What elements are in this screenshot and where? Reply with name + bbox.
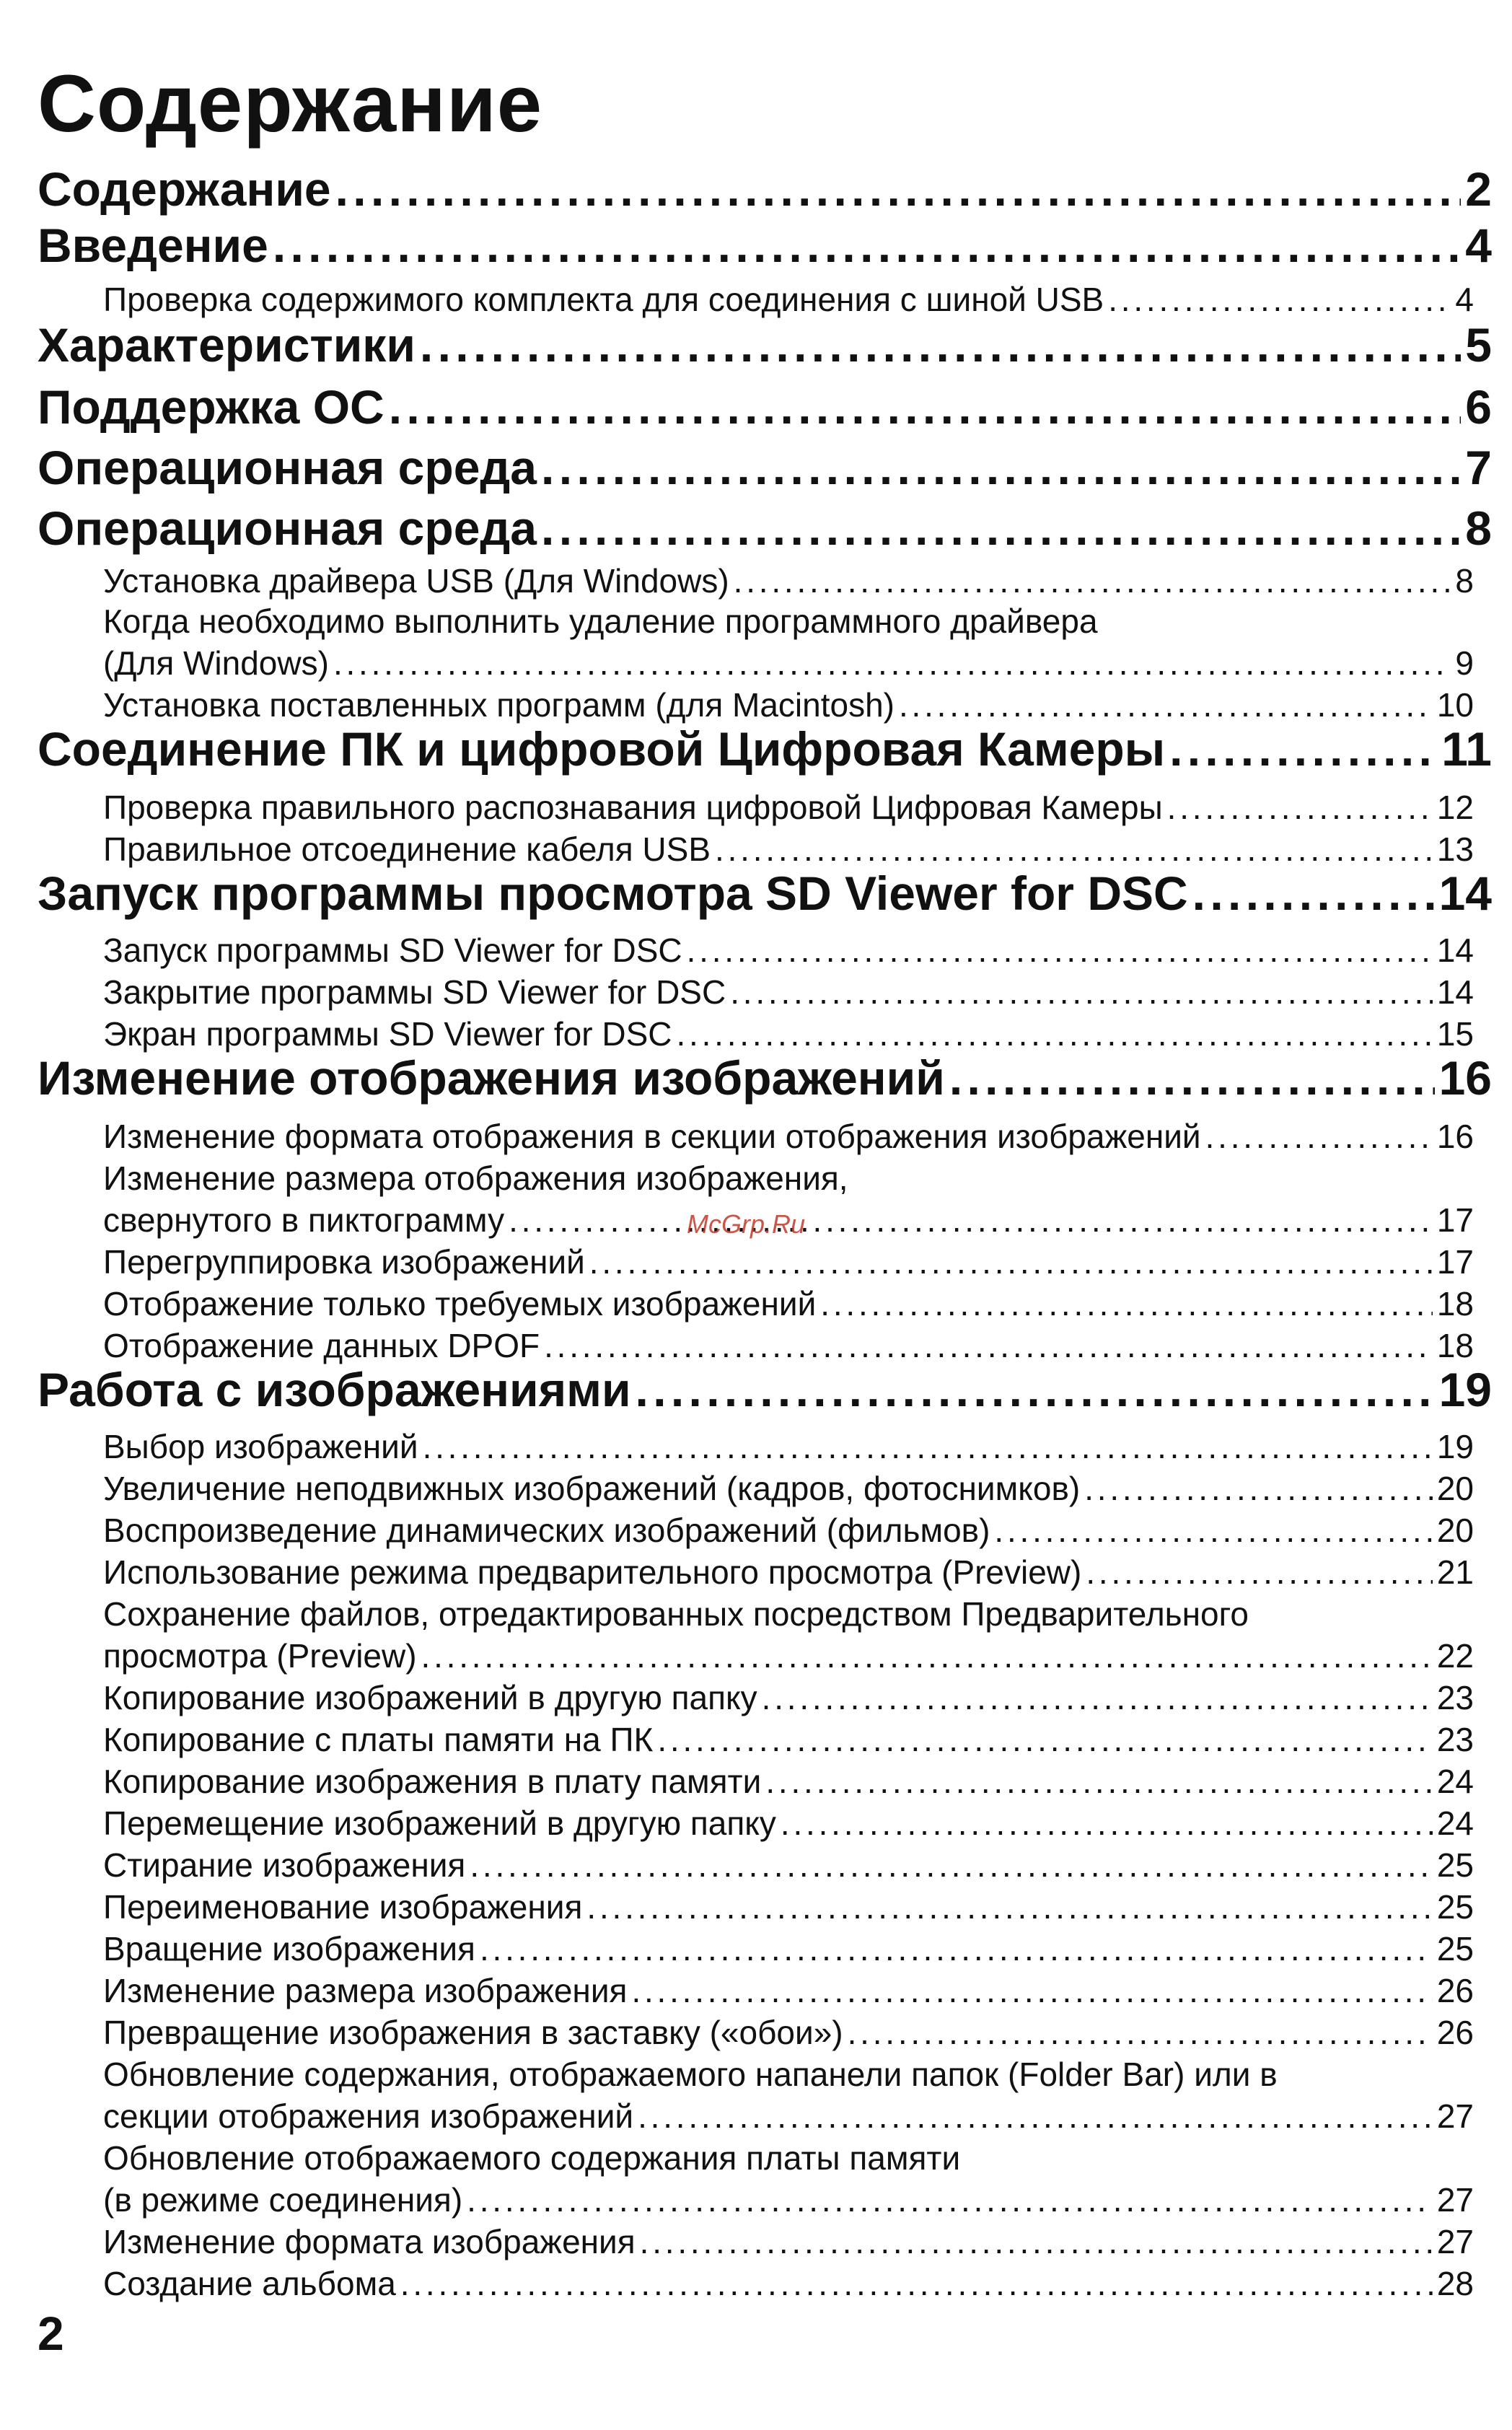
toc-subsection: [103, 1887, 1474, 1926]
toc-page-number: 7: [1465, 441, 1492, 494]
toc-page-number: 2: [1465, 162, 1492, 216]
toc-subsection: [103, 788, 1474, 827]
toc-page-number: 17: [1436, 1243, 1474, 1281]
toc-section-title: Характеристики: [38, 318, 416, 372]
toc-subsection-title: Копирование изображения в плату памяти: [103, 1763, 762, 1800]
toc-subsection-title: Стирание изображения: [103, 1846, 466, 1884]
toc-subsection: [103, 830, 1474, 869]
dot-leader: [1205, 1117, 1433, 1156]
toc-subsection: [103, 1427, 1474, 1466]
toc-page-number: 10: [1436, 686, 1474, 724]
toc-subsection: [103, 2264, 1474, 2303]
dot-leader: [899, 685, 1433, 724]
toc-subsection-title: Воспроизведение динамических изображений (фильмов): [103, 1512, 990, 1549]
toc-subsection: [103, 1117, 1474, 1156]
dot-leader: [1108, 280, 1451, 319]
toc-section: [38, 1050, 1492, 1105]
toc-section-title: Изменение отображения изображений: [38, 1051, 945, 1105]
toc-section: [38, 501, 1492, 556]
toc-page-number: 17: [1436, 1201, 1474, 1239]
dot-leader: [734, 561, 1451, 600]
toc-section-title: Запуск программы просмотра SD Viewer for DSC: [38, 867, 1188, 920]
dot-leader: [389, 380, 1462, 434]
toc-subsection-title: Отображение данных DPOF: [103, 1327, 540, 1364]
toc-page-number: 4: [1465, 219, 1492, 272]
toc-subsection: [103, 1511, 1474, 1550]
dot-leader: [949, 1050, 1435, 1105]
dot-leader: [273, 218, 1461, 273]
toc-page-number: 6: [1465, 380, 1492, 434]
page-number: 2: [38, 2307, 64, 2360]
toc-page-number: 12: [1436, 789, 1474, 826]
toc-subsection-line: Сохранение файлов, отредактированных посредством Предварительного: [103, 1595, 1249, 1633]
toc-subsection-line: Обновление содержания, отображаемого напанели папок (Folder Bar) или в: [103, 2056, 1278, 2093]
toc-subsection: [103, 2222, 1474, 2261]
dot-leader: [420, 317, 1461, 372]
toc-subsection-title: Вращение изображения: [103, 1930, 475, 1968]
toc-page-number: 23: [1436, 1679, 1474, 1716]
dot-leader: [715, 830, 1433, 869]
toc-subsection-title: свернутого в пиктограмму: [103, 1201, 505, 1239]
toc-subsection: [103, 1553, 1474, 1592]
dot-leader: [994, 1511, 1432, 1550]
toc-page-number: 23: [1436, 1721, 1474, 1758]
toc-subsection: [103, 1014, 1474, 1053]
dot-leader: [640, 2222, 1433, 2261]
toc-subsection-title: секции отображения изображений: [103, 2097, 634, 2135]
toc-subsection-title: Переименование изображения: [103, 1888, 583, 1926]
toc-subsection-title: Перегруппировка изображений: [103, 1243, 585, 1281]
toc-subsection-title: просмотра (Preview): [103, 1637, 417, 1675]
dot-leader: [335, 162, 1462, 216]
dot-leader: [730, 973, 1433, 1012]
toc-section-title: Работа с изображениями: [38, 1363, 631, 1416]
toc-page-number: 28: [1436, 2265, 1474, 2302]
toc-page-number: 4: [1455, 281, 1474, 318]
dot-leader: [333, 644, 1451, 683]
toc-subsection-title: Перемещение изображений в другую папку: [103, 1804, 776, 1842]
toc-subsection: [103, 931, 1474, 970]
toc-page-number: 27: [1436, 2181, 1474, 2219]
toc-subsection: [103, 1971, 1474, 2010]
toc-subsection: [103, 1762, 1474, 1801]
toc-subsection-line: Изменение размера отображения изображения,: [103, 1159, 848, 1197]
toc-page-number: 22: [1436, 1637, 1474, 1675]
toc-subsection-title: Изменение формата отображения в секции отображения изображений: [103, 1118, 1201, 1155]
toc-subsection: [103, 1804, 1474, 1843]
dot-leader: [636, 1362, 1435, 1417]
toc-page-number: 9: [1455, 644, 1474, 682]
dot-leader: [544, 1326, 1433, 1365]
toc-section: [38, 1362, 1492, 1417]
toc-subsection: [103, 2180, 1474, 2219]
toc-subsection-title: Копирование с платы памяти на ПК: [103, 1721, 654, 1758]
toc-page-number: 18: [1436, 1285, 1474, 1323]
toc-subsection: [103, 1326, 1474, 1365]
toc-section-title: Введение: [38, 219, 268, 272]
toc-page-number: 14: [1436, 931, 1474, 969]
dot-leader: [467, 2180, 1433, 2219]
dot-leader: [1086, 1553, 1433, 1592]
dot-leader: [480, 1929, 1433, 1968]
dot-leader: [657, 1720, 1433, 1759]
toc-subsection-title: Выбор изображений: [103, 1428, 418, 1465]
toc-subsection: [103, 1469, 1474, 1508]
dot-leader: [400, 2264, 1433, 2303]
dot-leader: [820, 1284, 1433, 1323]
toc-subsection-title: Превращение изображения в заставку («обои»): [103, 2014, 843, 2051]
toc-page-number: 27: [1436, 2223, 1474, 2260]
toc-subsection-line: Обновление отображаемого содержания платы памяти: [103, 2139, 961, 2177]
toc-section: [38, 218, 1492, 273]
dot-leader: [687, 931, 1433, 970]
toc-section-title: Содержание: [38, 162, 331, 216]
toc-page-number: 16: [1436, 1118, 1474, 1155]
toc-page-number: 25: [1436, 1846, 1474, 1884]
toc-section: [38, 162, 1492, 216]
dot-leader: [676, 1014, 1432, 1053]
page-title: Содержание: [38, 58, 542, 149]
toc-subsection-line: Когда необходимо выполнить удаление программного драйвера: [103, 602, 1098, 640]
toc-subsection: [103, 973, 1474, 1012]
toc-page-number: 26: [1436, 1972, 1474, 2009]
toc-subsection: [103, 1929, 1474, 1968]
toc-section: [38, 866, 1492, 921]
toc-page-number: 5: [1465, 318, 1492, 372]
toc-subsection-title: Проверка правильного распознавания цифровой Цифровая Камеры: [103, 789, 1163, 826]
toc-subsection-title: Проверка содержимого комплекта для соединения с шиной USB: [103, 281, 1104, 318]
toc-subsection: [103, 1720, 1474, 1759]
dot-leader: [541, 440, 1461, 495]
dot-leader: [638, 2097, 1433, 2136]
dot-leader: [421, 1636, 1433, 1675]
toc-page-number: 8: [1465, 501, 1492, 555]
toc-subsection-title: Создание альбома: [103, 2265, 396, 2302]
toc-subsection-title: Экран программы SD Viewer for DSC: [103, 1015, 672, 1053]
toc-page-number: 20: [1436, 1470, 1474, 1507]
dot-leader: [762, 1678, 1433, 1717]
toc-subsection: [103, 1678, 1474, 1717]
dot-leader: [848, 2013, 1433, 2052]
toc-subsection: [103, 1284, 1474, 1323]
toc-section: [38, 721, 1492, 776]
toc-section-title: Операционная среда: [38, 501, 537, 555]
toc-page-number: 13: [1436, 830, 1474, 868]
toc-subsection-title: Отображение только требуемых изображений: [103, 1285, 817, 1323]
dot-leader: [586, 1887, 1432, 1926]
toc-subsection: [103, 1242, 1474, 1281]
toc-page-number: 25: [1436, 1888, 1474, 1926]
toc-section-title: Соединение ПК и цифровой Цифровая Камеры: [38, 722, 1166, 776]
toc-page-number: 21: [1436, 1553, 1474, 1591]
toc-subsection-title: Изменение размера изображения: [103, 1972, 628, 2009]
toc-page-number: 26: [1436, 2014, 1474, 2051]
toc-subsection-title: Правильное отсоединение кабеля USB: [103, 830, 711, 868]
toc-page-number: 19: [1438, 1363, 1492, 1416]
dot-leader: [423, 1427, 1433, 1466]
toc-subsection: [103, 2013, 1474, 2052]
toc-subsection: [103, 280, 1474, 319]
toc-subsection-title: Установка драйвера USB (Для Windows): [103, 562, 729, 600]
dot-leader: [765, 1762, 1433, 1801]
toc-subsection-title: Увеличение неподвижных изображений (кадров, фотоснимков): [103, 1470, 1081, 1507]
dot-leader: [1167, 788, 1433, 827]
dot-leader: [1084, 1469, 1433, 1508]
toc-subsection: [103, 561, 1474, 600]
watermark: McGrp.Ru: [687, 1209, 806, 1239]
toc-page-number: 24: [1436, 1804, 1474, 1842]
toc-page-number: 20: [1436, 1512, 1474, 1549]
toc-page-number: 25: [1436, 1930, 1474, 1968]
toc-subsection-title: Закрытие программы SD Viewer for DSC: [103, 973, 726, 1011]
toc-subsection-title: Изменение формата изображения: [103, 2223, 636, 2260]
toc-subsection: [103, 1636, 1474, 1675]
dot-leader: [1169, 721, 1437, 776]
dot-leader: [509, 1201, 1433, 1240]
toc-page-number: 8: [1455, 562, 1474, 600]
toc-subsection-title: Запуск программы SD Viewer for DSC: [103, 931, 682, 969]
toc-subsection-title: Установка поставленных программ (для Macintosh): [103, 686, 895, 724]
toc-subsection: [103, 2097, 1474, 2136]
toc-subsection-title: (Для Windows): [103, 644, 329, 682]
dot-leader: [781, 1804, 1433, 1843]
toc-page-number: 15: [1436, 1015, 1474, 1053]
toc-subsection-title: Использование режима предварительного просмотра (Preview): [103, 1553, 1082, 1591]
toc-section-title: Операционная среда: [38, 441, 537, 494]
toc-section: [38, 317, 1492, 372]
dot-leader: [589, 1242, 1433, 1281]
toc-page-number: 11: [1441, 722, 1492, 776]
toc-page-number: 14: [1436, 973, 1474, 1011]
toc-page-number: 24: [1436, 1763, 1474, 1800]
toc-section: [38, 440, 1492, 495]
dot-leader: [541, 501, 1461, 556]
toc-section-title: Поддержка ОС: [38, 380, 384, 434]
toc-subsection: [103, 1846, 1474, 1885]
toc-subsection: [103, 685, 1474, 724]
toc-page-number: 16: [1438, 1051, 1492, 1105]
dot-leader: [631, 1971, 1432, 2010]
toc-subsection-title: Копирование изображений в другую папку: [103, 1679, 757, 1716]
toc-subsection: [103, 644, 1474, 683]
toc-page-number: 27: [1436, 2097, 1474, 2135]
toc-page-number: 14: [1438, 867, 1492, 920]
dot-leader: [1192, 866, 1435, 921]
dot-leader: [470, 1846, 1432, 1885]
toc-page-number: 18: [1436, 1327, 1474, 1364]
toc-subsection-title: (в режиме соединения): [103, 2181, 463, 2219]
toc-page-number: 19: [1436, 1428, 1474, 1465]
toc-section: [38, 380, 1492, 434]
